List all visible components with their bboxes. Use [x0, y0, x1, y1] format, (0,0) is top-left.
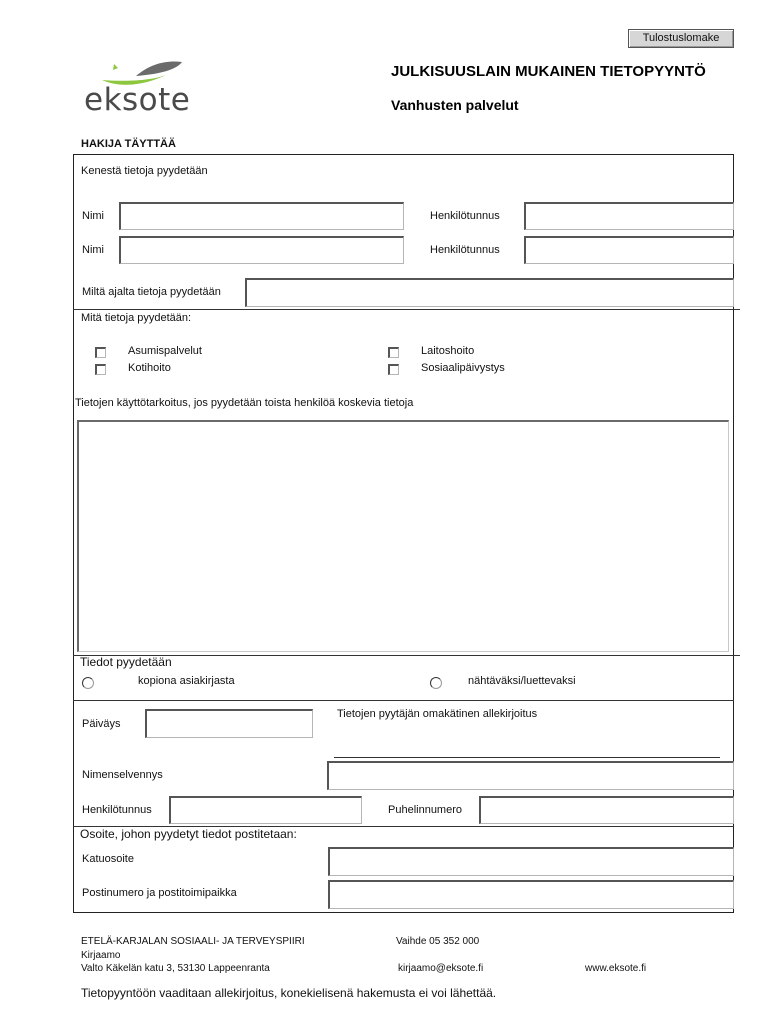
ssn-field-2[interactable]: [524, 236, 734, 264]
street-field[interactable]: [328, 847, 734, 876]
period-field[interactable]: [245, 278, 734, 307]
option-label-laitoshoito: Laitoshoito: [421, 345, 475, 357]
name-field-2[interactable]: [119, 236, 404, 264]
page-title: JULKISUUSLAIN MUKAINEN TIETOPYYNTÖ: [391, 63, 706, 80]
phone-label: Puhelinnumero: [388, 804, 462, 816]
ssn-label-1: Henkilötunnus: [430, 210, 500, 222]
logo-wordmark: eksote: [84, 82, 191, 118]
option-label-copy: kopiona asiakirjasta: [138, 675, 235, 687]
option-label-kotihoito: Kotihoito: [128, 362, 171, 374]
option-label-sosiaalipaivystys: Sosiaalipäivystys: [421, 362, 505, 374]
page-subtitle: Vanhusten palvelut: [391, 97, 519, 113]
divider: [73, 309, 740, 310]
checkbox-asumispalvelut[interactable]: [95, 347, 106, 358]
clarification-field[interactable]: [327, 761, 734, 790]
period-label: Miltä ajalta tietoja pyydetään: [82, 286, 221, 298]
divider: [73, 655, 740, 656]
radio-copy[interactable]: [82, 677, 94, 689]
date-label: Päiväys: [82, 718, 121, 730]
checkbox-sosiaalipaivystys[interactable]: [388, 364, 399, 375]
signature-note: Tietopyyntöön vaaditaan allekirjoitus, konekielisenä hakemusta ei voi lähettää.: [81, 986, 497, 1000]
target-heading: Kenestä tietoja pyydetään: [81, 165, 208, 177]
street-label: Katuosoite: [82, 853, 134, 865]
name-field-1[interactable]: [119, 202, 404, 230]
postal-label: Postinumero ja postitoimipaikka: [82, 887, 237, 899]
purpose-label: Tietojen käyttötarkoitus, jos pyydetään toista henkilöä koskevia tietoja: [75, 397, 414, 409]
delivery-heading: Tiedot pyydetään: [80, 655, 172, 669]
print-form-button[interactable]: Tulostuslomake: [628, 29, 734, 48]
radio-view[interactable]: [430, 677, 442, 689]
footer-dept: Kirjaamo: [81, 950, 121, 961]
footer-phone: Vaihde 05 352 000: [396, 936, 480, 947]
footer-address: Valto Käkelän katu 3, 53130 Lappeenranta: [81, 963, 270, 974]
purpose-textarea[interactable]: [77, 420, 729, 652]
postal-field[interactable]: [328, 880, 734, 909]
eksote-logo: [84, 58, 194, 120]
phone-field[interactable]: [479, 796, 734, 824]
signature-line: [334, 757, 720, 758]
name-label-1: Nimi: [82, 210, 104, 222]
option-label-asumispalvelut: Asumispalvelut: [128, 345, 202, 357]
option-label-view: nähtäväksi/luettevaksi: [468, 675, 576, 687]
name-label-2: Nimi: [82, 244, 104, 256]
ssn-field-1[interactable]: [524, 202, 734, 230]
clarification-label: Nimenselvennys: [82, 769, 163, 781]
divider: [73, 700, 734, 701]
applicant-ssn-label: Henkilötunnus: [82, 804, 152, 816]
applicant-ssn-field[interactable]: [169, 796, 362, 824]
date-field[interactable]: [145, 709, 313, 738]
section-heading: HAKIJA TÄYTTÄÄ: [81, 138, 176, 150]
checkbox-laitoshoito[interactable]: [388, 347, 399, 358]
footer-org: ETELÄ-KARJALAN SOSIAALI- JA TERVEYSPIIRI: [81, 936, 305, 947]
address-heading: Osoite, johon pyydetyt tiedot postitetaan:: [80, 827, 297, 841]
what-heading: Mitä tietoja pyydetään:: [81, 312, 192, 324]
footer-email: kirjaamo@eksote.fi: [398, 963, 484, 974]
footer-web: www.eksote.fi: [585, 963, 647, 974]
checkbox-kotihoito[interactable]: [95, 364, 106, 375]
signature-label: Tietojen pyytäjän omakätinen allekirjoitus: [337, 708, 538, 720]
ssn-label-2: Henkilötunnus: [430, 244, 500, 256]
